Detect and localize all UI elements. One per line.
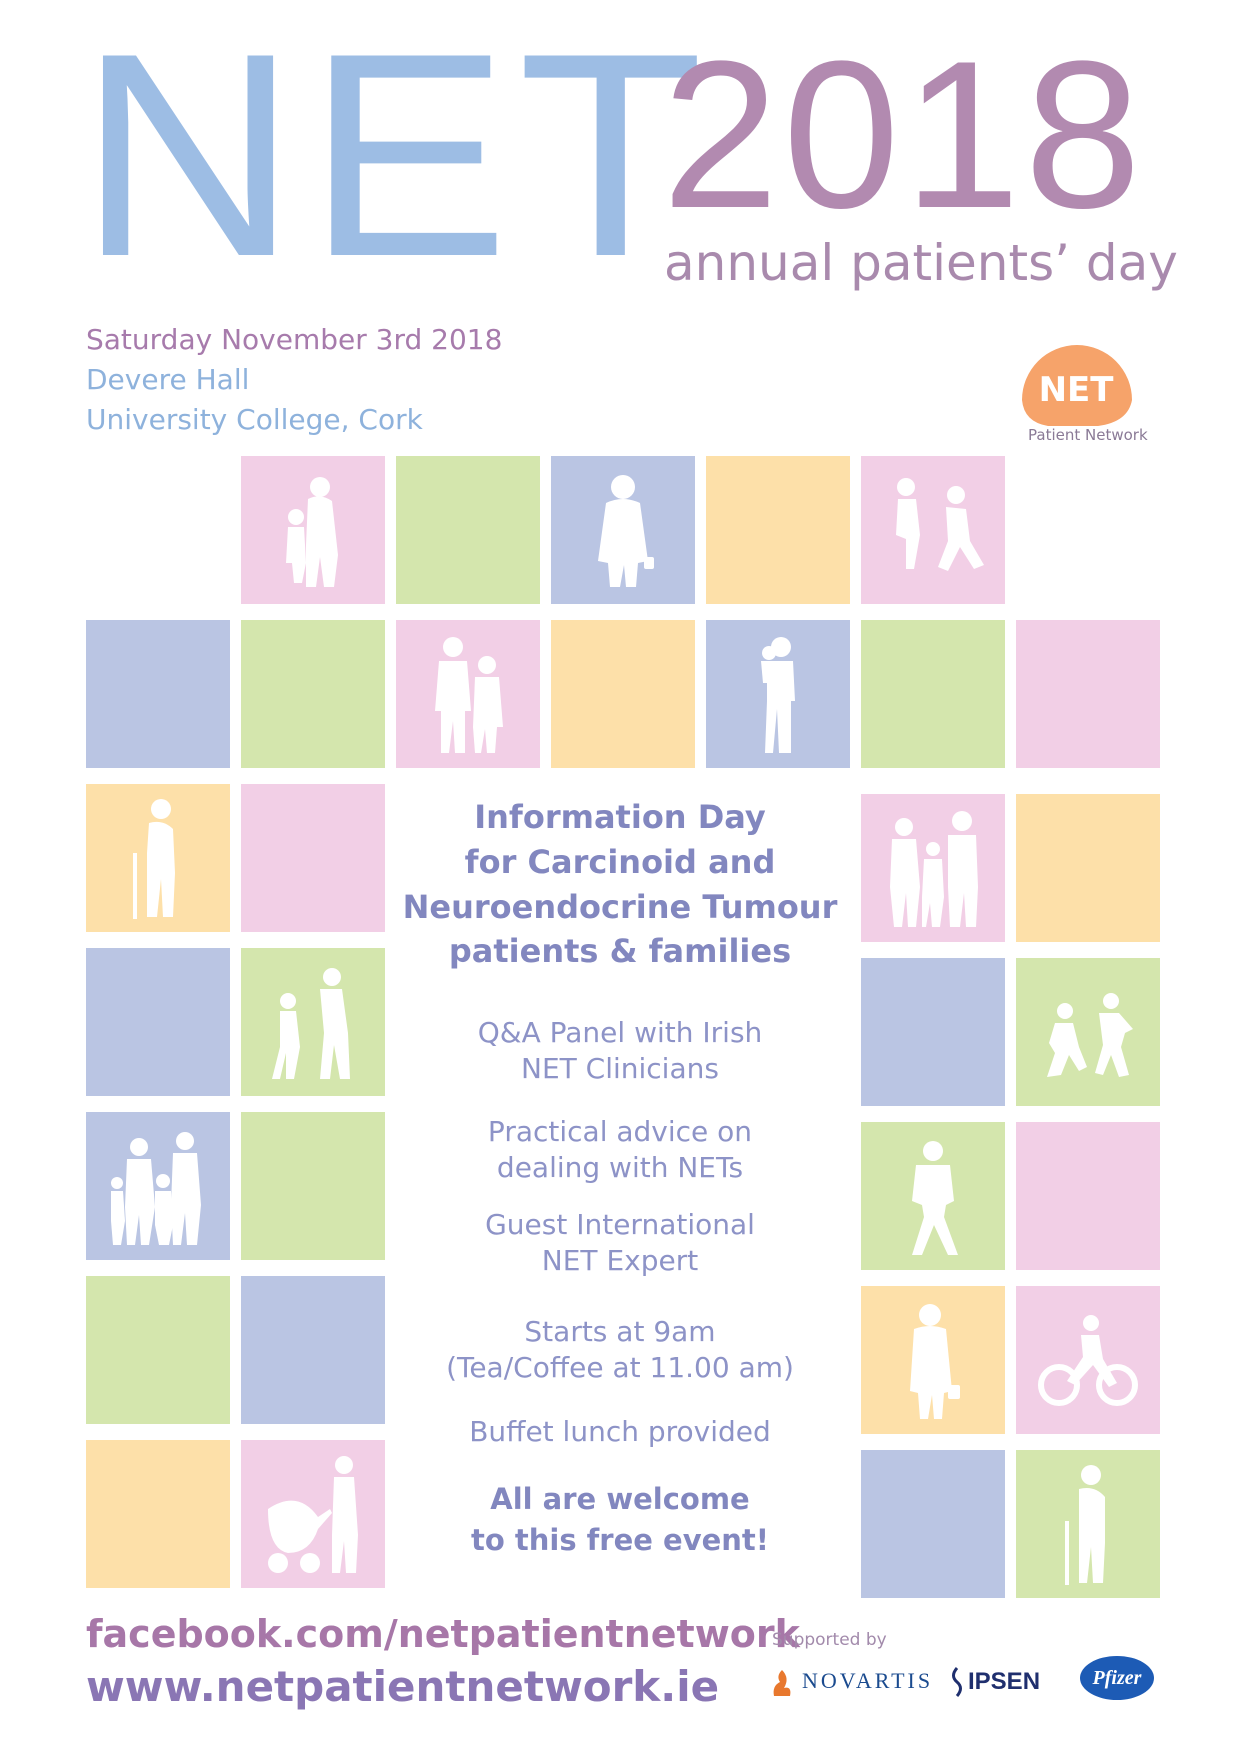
man-holding-child-silhouette-icon: [723, 629, 833, 759]
event-location: University College, Cork: [86, 403, 423, 436]
welcome-line: to this free event!: [470, 1522, 769, 1557]
year-title: 2018: [662, 17, 1146, 252]
event-date: Saturday November 3rd 2018: [86, 323, 503, 356]
novartis-logo: NOVARTIS: [802, 1668, 934, 1693]
tile-green: [861, 958, 1005, 1106]
event-venue: Devere Hall: [86, 363, 250, 396]
novartis-flame-icon: [770, 1668, 794, 1698]
tile-blue: [1016, 958, 1160, 1106]
guest-expert-item: [400, 1207, 840, 1280]
tile-yellow: [86, 1440, 230, 1588]
item-line: Q&A Panel with Irish: [477, 1016, 763, 1049]
item-line: Practical advice on: [487, 1115, 753, 1148]
net-patient-network-logo: [1018, 330, 1158, 450]
tile-pink: [241, 1440, 385, 1588]
tile-green: [861, 620, 1005, 768]
ipsen-logo: IPSEN: [968, 1668, 1041, 1695]
tile-green: [241, 1276, 385, 1424]
elderly-man-walking-silhouette-icon: [1033, 1459, 1143, 1589]
elderly-man-cane-silhouette-icon: [103, 793, 213, 923]
tile-blue: [861, 1450, 1005, 1598]
tile-blue: [551, 456, 695, 604]
heading-line: for Carcinoid and: [464, 842, 776, 881]
woman-with-pram-silhouette-icon: [258, 1449, 368, 1579]
mother-child-silhouette-icon: [258, 465, 368, 595]
tile-pink: [861, 1122, 1005, 1270]
logo-text: NET: [1038, 370, 1114, 410]
tile-blue: [861, 794, 1005, 942]
welcome-line: All are welcome: [490, 1482, 750, 1516]
elderly-woman-bag-silhouette-icon: [878, 1295, 988, 1425]
children-playing-silhouette-icon: [878, 465, 988, 595]
tile-pink: [861, 456, 1005, 604]
tagline: annual patients’ day: [664, 234, 1178, 292]
children-running-silhouette-icon: [1033, 967, 1143, 1097]
net-title: NET: [78, 0, 713, 317]
information-heading: [400, 795, 840, 974]
tile-pink: [396, 620, 540, 768]
tile-blue: [86, 1276, 230, 1424]
website-link[interactable]: www.netpatientnetwork.ie: [86, 1662, 720, 1711]
buffet-lunch-item: [400, 1414, 840, 1450]
ipsen-mark-icon: [948, 1666, 966, 1698]
family-group-silhouette-icon: [103, 1121, 213, 1251]
pfizer-text: Pfizer: [1092, 1666, 1142, 1689]
item-line: Guest International: [485, 1208, 755, 1241]
welcome-message: [400, 1479, 840, 1560]
tile-yellow: [86, 784, 230, 932]
item-line: Starts at 9am: [524, 1315, 716, 1348]
logo-subtitle: Patient Network: [1028, 426, 1148, 444]
item-line: dealing with NETs: [496, 1151, 744, 1185]
tile-pink: [241, 784, 385, 932]
item-line: NET Expert: [541, 1244, 699, 1278]
boy-standing-silhouette-icon: [878, 1131, 988, 1261]
heading-line: patients & families: [448, 932, 792, 971]
item-line: NET Clinicians: [521, 1052, 719, 1086]
tile-yellow: [706, 456, 850, 604]
tile-pink: [1016, 620, 1160, 768]
facebook-link[interactable]: facebook.com/netpatientnetwork: [86, 1612, 800, 1656]
tile-blue: [706, 620, 850, 768]
two-children-walking-silhouette-icon: [258, 957, 368, 1087]
start-time-item: [400, 1314, 840, 1387]
heading-line: Information Day: [474, 798, 766, 836]
tile-green: [1016, 794, 1160, 942]
family-silhouette-icon: [878, 803, 988, 933]
item-line: Buffet lunch provided: [469, 1415, 771, 1448]
tile-blue: [86, 620, 230, 768]
tile-yellow: [551, 620, 695, 768]
tile-yellow: [86, 1112, 230, 1260]
heading-line: Neuroendocrine Tumour: [402, 887, 838, 926]
practical-advice-item: [400, 1114, 840, 1187]
tile-pink: [241, 456, 385, 604]
supported-by-label: Supported by: [772, 1630, 887, 1650]
tile-yellow: [1016, 1122, 1160, 1270]
pfizer-logo: [1080, 1656, 1154, 1700]
tile-green: [241, 948, 385, 1096]
tile-green: [861, 1286, 1005, 1434]
elderly-woman-silhouette-icon: [568, 465, 678, 595]
tile-pink: [1016, 1286, 1160, 1434]
cyclist-silhouette-icon: [1033, 1295, 1143, 1425]
qa-panel-item: [400, 1015, 840, 1088]
tile-green: [396, 456, 540, 604]
item-line: (Tea/Coffee at 11.00 am): [446, 1351, 794, 1385]
tile-green: [1016, 1450, 1160, 1598]
tile-blue: [86, 948, 230, 1096]
tile-pink: [241, 1112, 385, 1260]
couple-silhouette-icon: [413, 629, 523, 759]
tile-green: [241, 620, 385, 768]
